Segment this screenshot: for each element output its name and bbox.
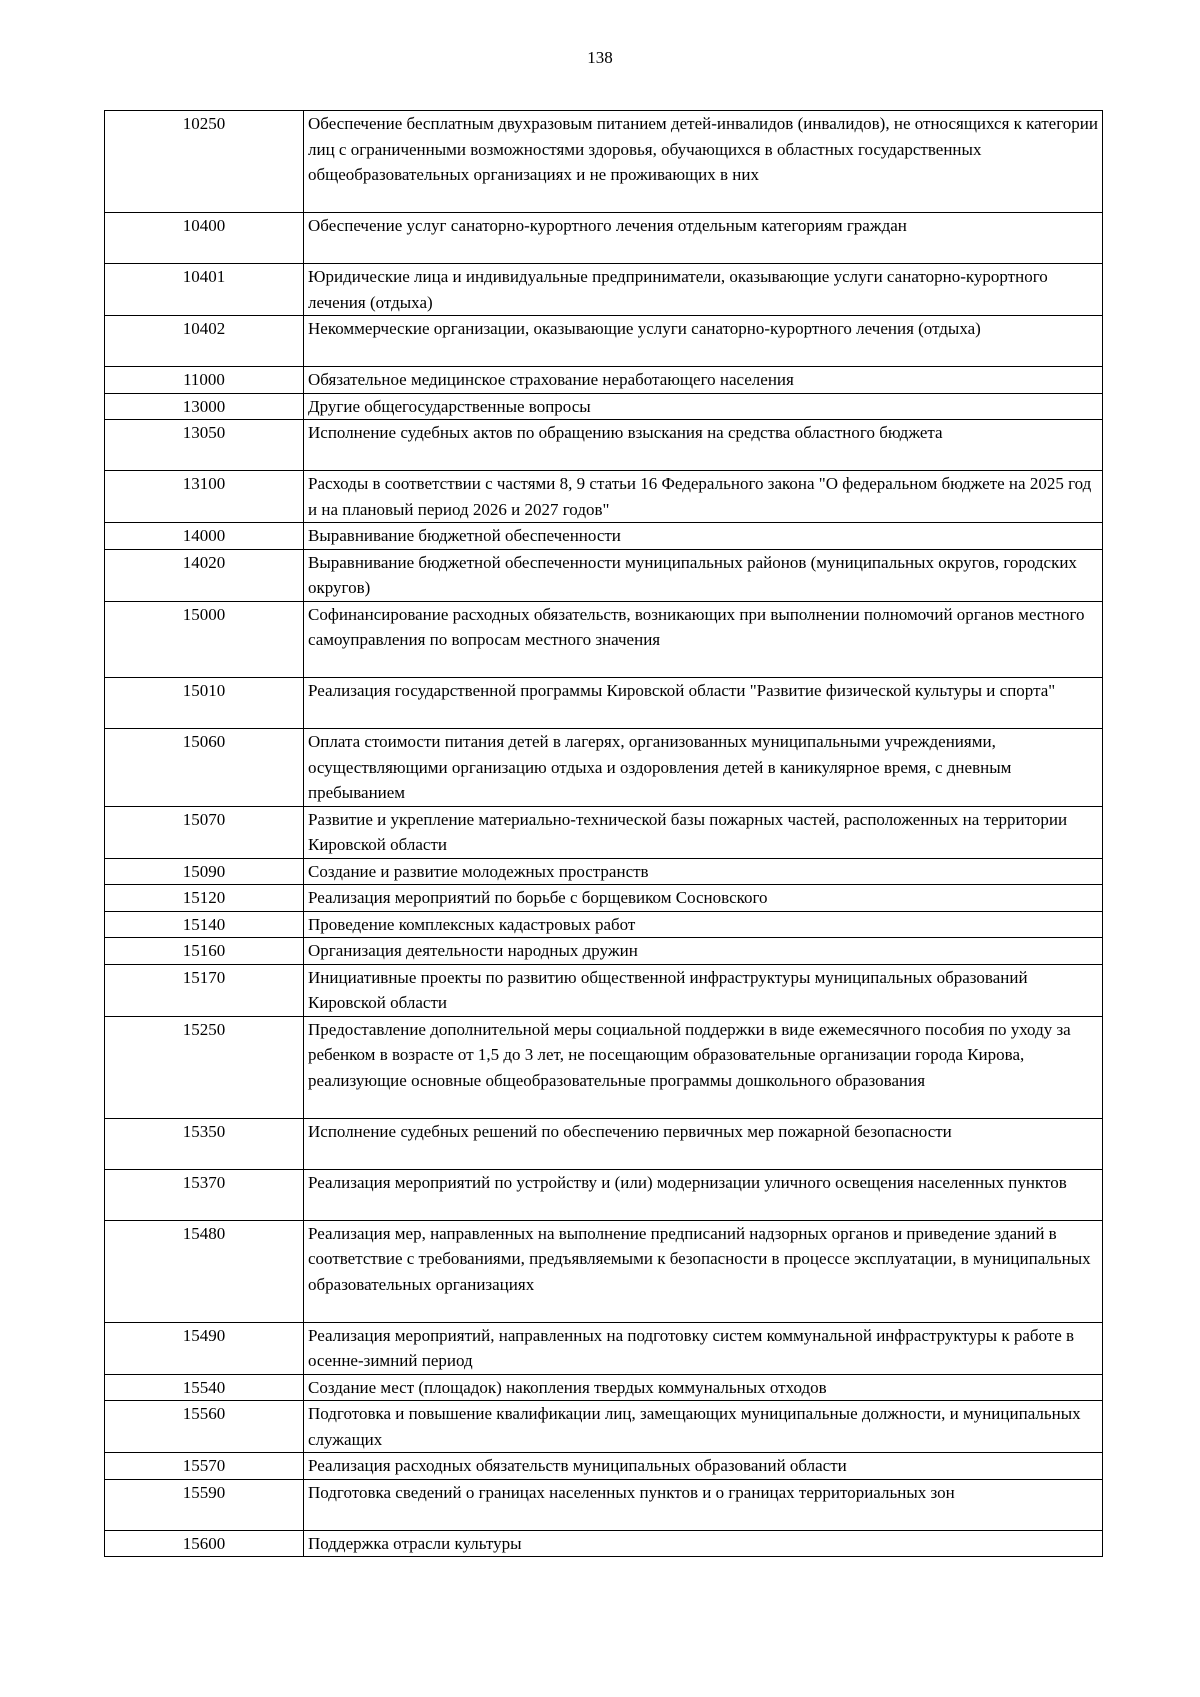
row-code: 10400: [105, 213, 304, 264]
row-code: 15600: [105, 1530, 304, 1557]
row-description: Предоставление дополнительной меры социальной поддержки в виде ежемесячного пособия по уходу за ребенком в возрасте от 1,5 до 3 лет, не посещающим образовательные организации города Кирова, реализующие основные общеобразовательные программы дошкольного образования: [304, 1016, 1103, 1118]
row-code: 15120: [105, 885, 304, 912]
row-description: Некоммерческие организации, оказывающие услуги санаторно-курортного лечения (отдыха): [304, 316, 1103, 367]
row-description: Оплата стоимости питания детей в лагерях, организованных муниципальными учреждениями, осуществляющими организацию отдыха и оздоровления детей в каникулярное время, с дневным пребыванием: [304, 729, 1103, 807]
row-description: Реализация мероприятий, направленных на подготовку систем коммунальной инфраструктуры к работе в осенне-зимний период: [304, 1322, 1103, 1374]
row-description: Выравнивание бюджетной обеспеченности: [304, 523, 1103, 550]
row-description: Обеспечение услуг санаторно-курортного лечения отдельным категориям граждан: [304, 213, 1103, 264]
table-row: [105, 420, 1103, 471]
row-code: 10401: [105, 264, 304, 316]
row-code: 10402: [105, 316, 304, 367]
table-row: [105, 367, 1103, 394]
table-row: [105, 1453, 1103, 1480]
table-row: [105, 213, 1103, 264]
table-row: [105, 471, 1103, 523]
row-code: 15090: [105, 858, 304, 885]
row-code: 15250: [105, 1016, 304, 1118]
row-description: Подготовка сведений о границах населенных пунктов и о границах территориальных зон: [304, 1479, 1103, 1530]
row-description: Реализация мероприятий по устройству и (или) модернизации уличного освещения населенных пунктов: [304, 1169, 1103, 1220]
row-description: Создание мест (площадок) накопления твердых коммунальных отходов: [304, 1374, 1103, 1401]
table-row: [105, 264, 1103, 316]
row-description: Другие общегосударственные вопросы: [304, 393, 1103, 420]
row-description: Софинансирование расходных обязательств, возникающих при выполнении полномочий органов местного самоуправления по вопросам местного значения: [304, 601, 1103, 678]
row-code: 15570: [105, 1453, 304, 1480]
row-code: 15350: [105, 1118, 304, 1169]
table-row: [105, 1401, 1103, 1453]
row-code: 13050: [105, 420, 304, 471]
row-description: Юридические лица и индивидуальные предприниматели, оказывающие услуги санаторно-курортного лечения (отдыха): [304, 264, 1103, 316]
row-description: Обязательное медицинское страхование неработающего населения: [304, 367, 1103, 394]
row-description: Исполнение судебных решений по обеспечению первичных мер пожарной безопасности: [304, 1118, 1103, 1169]
row-description: Расходы в соответствии с частями 8, 9 статьи 16 Федерального закона "О федеральном бюджете на 2025 год и на плановый период 2026 и 2027 годов": [304, 471, 1103, 523]
row-description: Реализация государственной программы Кировской области "Развитие физической культуры и спорта": [304, 678, 1103, 729]
table-row: [105, 938, 1103, 965]
row-description: Развитие и укрепление материально-технической базы пожарных частей, расположенных на территории Кировской области: [304, 806, 1103, 858]
table-row: [105, 1169, 1103, 1220]
table-row: [105, 885, 1103, 912]
row-code: 15560: [105, 1401, 304, 1453]
table-row: [105, 678, 1103, 729]
row-code: 15490: [105, 1322, 304, 1374]
table-row: [105, 806, 1103, 858]
row-code: 15000: [105, 601, 304, 678]
row-code: 15170: [105, 964, 304, 1016]
table-row: [105, 1220, 1103, 1322]
row-description: Обеспечение бесплатным двухразовым питанием детей-инвалидов (инвалидов), не относящихся к категории лиц с ограниченными возможностями здоровья, обучающихся в областных государственных общеобразовательных организациях и не проживающих в них: [304, 111, 1103, 213]
table-row: [105, 393, 1103, 420]
row-code: 10250: [105, 111, 304, 213]
row-description: Подготовка и повышение квалификации лиц, замещающих муниципальные должности, и муниципальных служащих: [304, 1401, 1103, 1453]
table-row: [105, 111, 1103, 213]
table-row: [105, 1479, 1103, 1530]
row-description: Реализация расходных обязательств муниципальных образований области: [304, 1453, 1103, 1480]
table-row: [105, 964, 1103, 1016]
table-row: [105, 1118, 1103, 1169]
row-description: Реализация мер, направленных на выполнение предписаний надзорных органов и приведение зданий в соответствие с требованиями, предъявляемыми к безопасности в процессе эксплуатации, в муниципальных образовательных организациях: [304, 1220, 1103, 1322]
table-row: [105, 1530, 1103, 1557]
row-description: Инициативные проекты по развитию общественной инфраструктуры муниципальных образований Кировской области: [304, 964, 1103, 1016]
row-description: Выравнивание бюджетной обеспеченности муниципальных районов (муниципальных округов, городских округов): [304, 549, 1103, 601]
table-row: [105, 549, 1103, 601]
row-code: 15370: [105, 1169, 304, 1220]
table-row: [105, 1374, 1103, 1401]
row-code: 15160: [105, 938, 304, 965]
row-description: Реализация мероприятий по борьбе с борщевиком Сосновского: [304, 885, 1103, 912]
row-description: Поддержка отрасли культуры: [304, 1530, 1103, 1557]
table-row: [105, 601, 1103, 678]
row-code: 15590: [105, 1479, 304, 1530]
table-row: [105, 911, 1103, 938]
row-description: Организация деятельности народных дружин: [304, 938, 1103, 965]
page-number: 138: [587, 48, 613, 67]
row-code: 15060: [105, 729, 304, 807]
row-code: 14000: [105, 523, 304, 550]
row-code: 15480: [105, 1220, 304, 1322]
table-row: [105, 1016, 1103, 1118]
row-code: 11000: [105, 367, 304, 394]
row-description: Проведение комплексных кадастровых работ: [304, 911, 1103, 938]
table-row: [105, 316, 1103, 367]
row-code: 15010: [105, 678, 304, 729]
table-row: [105, 523, 1103, 550]
row-code: 13000: [105, 393, 304, 420]
row-code: 14020: [105, 549, 304, 601]
table-row: [105, 729, 1103, 807]
row-description: Исполнение судебных актов по обращению взыскания на средства областного бюджета: [304, 420, 1103, 471]
table-row: [105, 1322, 1103, 1374]
row-code: 15540: [105, 1374, 304, 1401]
row-code: 13100: [105, 471, 304, 523]
table-body: [105, 111, 1103, 1557]
table-row: [105, 858, 1103, 885]
row-description: Создание и развитие молодежных пространств: [304, 858, 1103, 885]
row-code: 15070: [105, 806, 304, 858]
row-code: 15140: [105, 911, 304, 938]
expense-codes-table: [104, 110, 1103, 1557]
